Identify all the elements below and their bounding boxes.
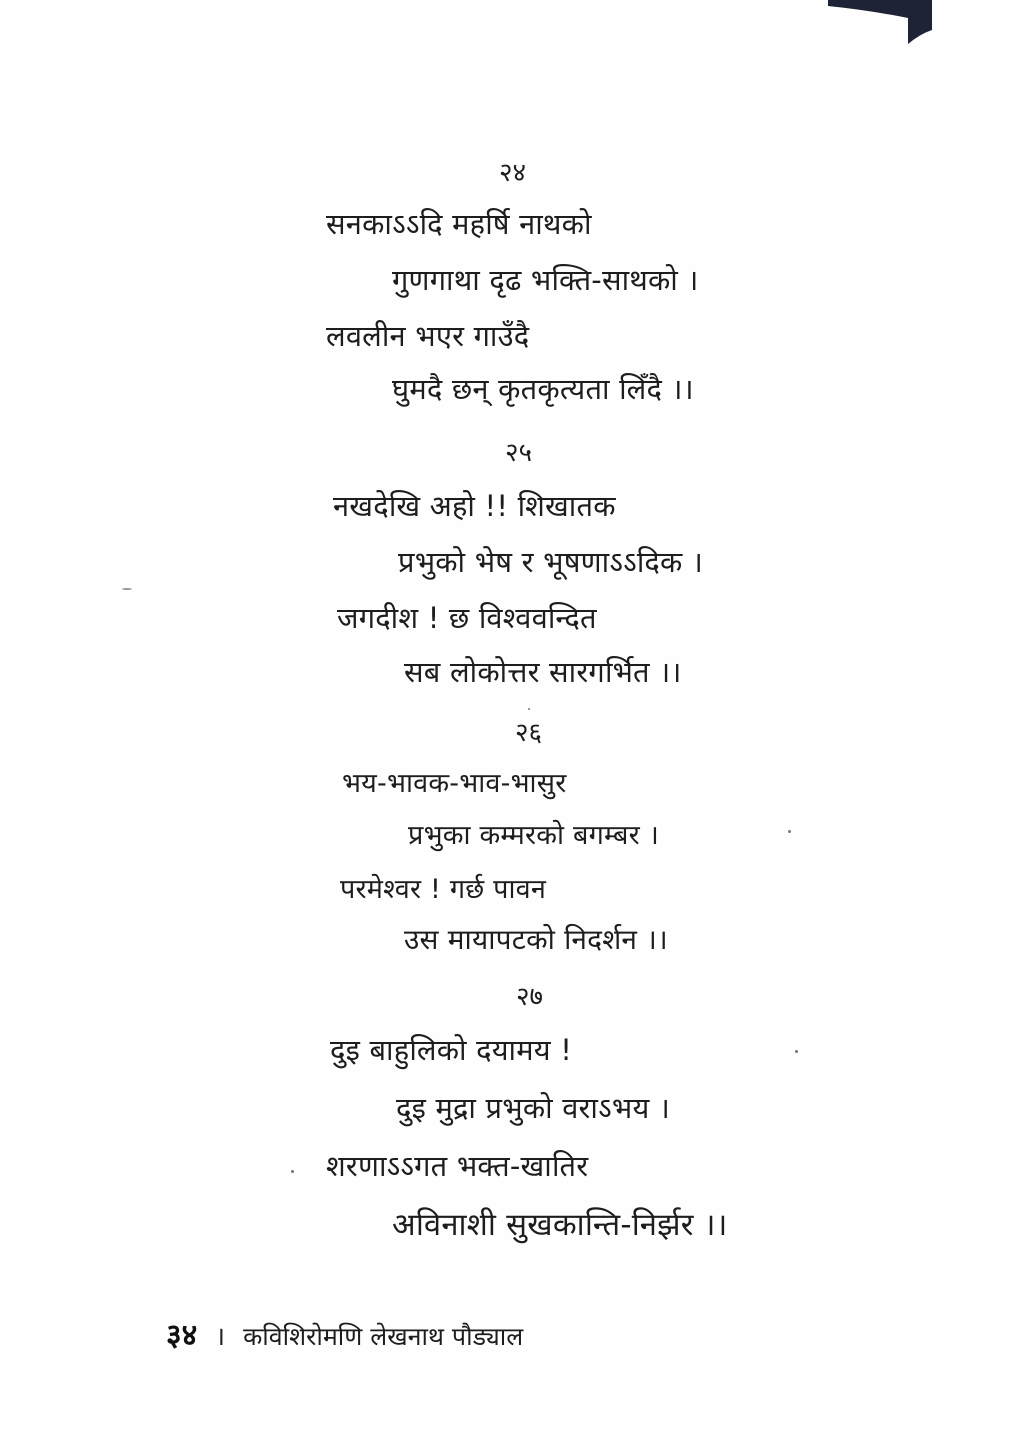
verse-line: नखदेखि अहो !! शिखातक (333, 489, 616, 523)
verse-line: शरणाऽऽगत भक्त-खातिर (326, 1149, 589, 1183)
verse-line: अविनाशी सुखकान्ति-निर्झर ।। (392, 1207, 728, 1243)
verse-line: दुइ बाहुलिको दयामय ! (330, 1033, 573, 1067)
stanza-number-26: २६ (515, 718, 543, 748)
verse-line: घुमदै छन् कृतकृत्यता लिँदै ।। (392, 372, 694, 406)
page-number: ३४ (166, 1318, 198, 1353)
verse-line: परमेश्वर ! गर्छ पावन (340, 874, 547, 905)
footer-separator: । (215, 1322, 226, 1352)
verse-line: भय-भावक-भाव-भासुर (342, 768, 567, 799)
scan-speck (122, 588, 132, 590)
stanza-number-27: २७ (516, 982, 544, 1012)
footer-author: कविशिरोमणि लेखनाथ पौड्याल (243, 1322, 524, 1351)
verse-line: सब लोकोत्तर सारगर्भित ।। (404, 655, 682, 689)
verse-line: उस मायापटको निदर्शन ।। (404, 923, 668, 956)
scan-speck (528, 708, 530, 710)
verse-line: सनकाऽऽदि महर्षि नाथको (326, 207, 592, 241)
stanza-number-25: २५ (505, 438, 533, 468)
stanza-number-24: २४ (499, 158, 527, 188)
scan-speck (795, 1050, 798, 1053)
verse-line: प्रभुको भेष र भूषणाऽऽदिक । (398, 545, 704, 579)
verse-line: गुणगाथा दृढ भक्ति-साथको । (392, 263, 699, 297)
corner-tab-mark (828, 0, 932, 44)
verse-line: लवलीन भएर गाउँदै (326, 319, 530, 353)
verse-line: जगदीश ! छ विश्ववन्दित (337, 601, 597, 635)
scan-speck (788, 830, 791, 833)
scan-speck (291, 1170, 294, 1173)
verse-line: प्रभुका कम्मरको बगम्बर । (408, 820, 660, 851)
page-footer (166, 1313, 523, 1354)
verse-line: दुइ मुद्रा प्रभुको वराऽभय । (396, 1091, 671, 1125)
